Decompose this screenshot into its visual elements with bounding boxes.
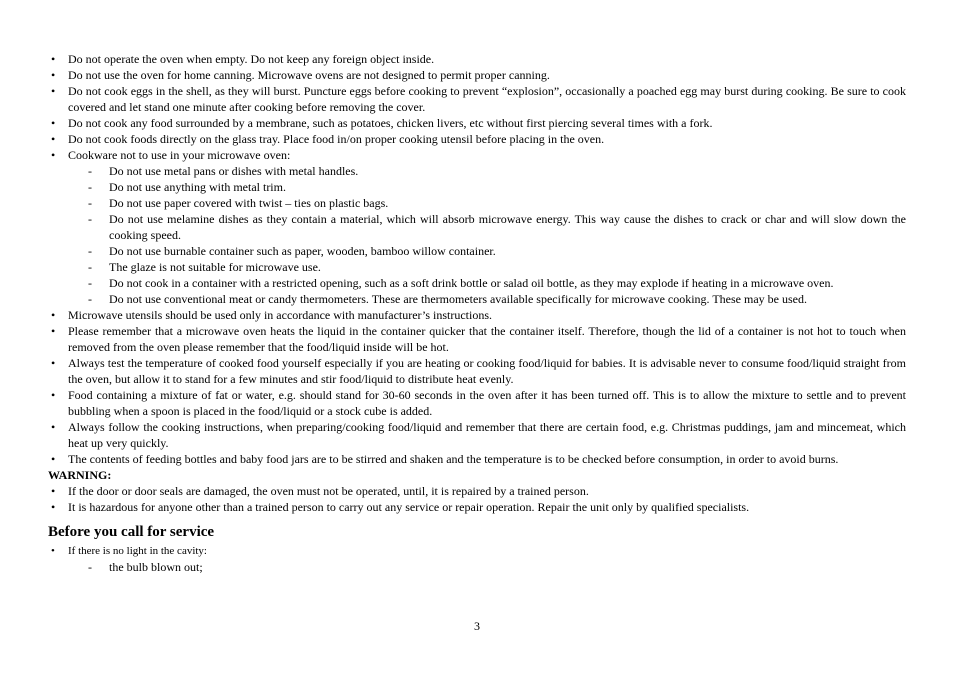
list-item: • Always test the temperature of cooked food yourself especially if you are heating or cooking food/liquid for babies. It is advisable never to consume food/liquid straight from the oven, but allow it to stand for a few minutes and stir food/liquid to distribute heat evenly. — [48, 355, 906, 387]
sublist-item: - Do not use melamine dishes as they contain a material, which will absorb microwave energy. This way cause the dishes to crack or char and will slow down the cooking speed. — [48, 211, 906, 243]
list-item: • Always follow the cooking instructions, when preparing/cooking food/liquid and remember that there are certain food, e.g. Christmas puddings, jam and mincemeat, which heat up very quickly. — [48, 419, 906, 451]
section-heading: Before you call for service — [48, 524, 215, 540]
cookware-intro: Cookware not to use in your microwave oven: — [68, 148, 291, 162]
sublist-item: - Do not use conventional meat or candy thermometers. These are thermometers available specifically for microwave cooking. These may be used. — [48, 291, 906, 307]
sublist-item: - the bulb blown out; — [48, 559, 906, 575]
safety-list-b — [48, 307, 906, 467]
service-sublist — [48, 559, 906, 575]
page-number: 3 — [474, 619, 480, 633]
sublist-item: - Do not use metal pans or dishes with metal handles. — [48, 163, 906, 179]
list-item: • Do not operate the oven when empty. Do not keep any foreign object inside. — [48, 51, 906, 67]
safety-list-a — [48, 51, 906, 163]
cookware-list-item — [48, 147, 906, 163]
list-item: • Microwave utensils should be used only in accordance with manufacturer’s instructions. — [48, 307, 906, 323]
list-item: • Please remember that a microwave oven heats the liquid in the container quicker that the container itself. Therefore, though the lid of a container is not hot to touch when removed from the oven please remember that the food/liquid inside will be hot. — [48, 323, 906, 355]
list-item: • Do not cook foods directly on the glass tray. Place food in/on proper cooking utensil before placing in the oven. — [48, 131, 906, 147]
service-list — [48, 543, 906, 559]
list-item: • Do not cook any food surrounded by a membrane, such as potatoes, chicken livers, etc without first piercing several times with a fork. — [48, 115, 906, 131]
cookware-sublist — [48, 163, 906, 307]
list-item: • It is hazardous for anyone other than a trained person to carry out any service or repair operation. Repair the unit only by qualified specialists. — [48, 499, 906, 515]
warning-list — [48, 483, 906, 515]
list-item: • The contents of feeding bottles and baby food jars are to be stirred and shaken and the temperature is to be checked before consumption, in order to avoid burns. — [48, 451, 906, 467]
sublist-item: - Do not use paper covered with twist – ties on plastic bags. — [48, 195, 906, 211]
sublist-item: - Do not use burnable container such as paper, wooden, bamboo willow container. — [48, 243, 906, 259]
list-item: • If there is no light in the cavity: — [48, 543, 906, 559]
sublist-item: - Do not cook in a container with a restricted opening, such as a soft drink bottle or salad oil bottle, as they may explode if heating in a microwave oven. — [48, 275, 906, 291]
list-item: • Food containing a mixture of fat or water, e.g. should stand for 30-60 seconds in the oven after it has been turned off. This is to allow the mixture to settle and to prevent bubbling when a spoon is placed in the food/liquid or a stock cube is added. — [48, 387, 906, 419]
warning-title: WARNING: — [48, 468, 112, 482]
list-item: • If the door or door seals are damaged, the oven must not be operated, until, it is repaired by a trained person. — [48, 483, 906, 499]
sublist-item: - Do not use anything with metal trim. — [48, 179, 906, 195]
manual-page — [48, 51, 906, 575]
list-item: • Do not use the oven for home canning. Microwave ovens are not designed to permit proper canning. — [48, 67, 906, 83]
list-item: • Do not cook eggs in the shell, as they will burst. Puncture eggs before cooking to prevent “explosion”, occasionally a poached egg may burst during cooking. Be sure to cook covered and let stand one minute after cooking before removing the cover. — [48, 83, 906, 115]
sublist-item: - The glaze is not suitable for microwave use. — [48, 259, 906, 275]
